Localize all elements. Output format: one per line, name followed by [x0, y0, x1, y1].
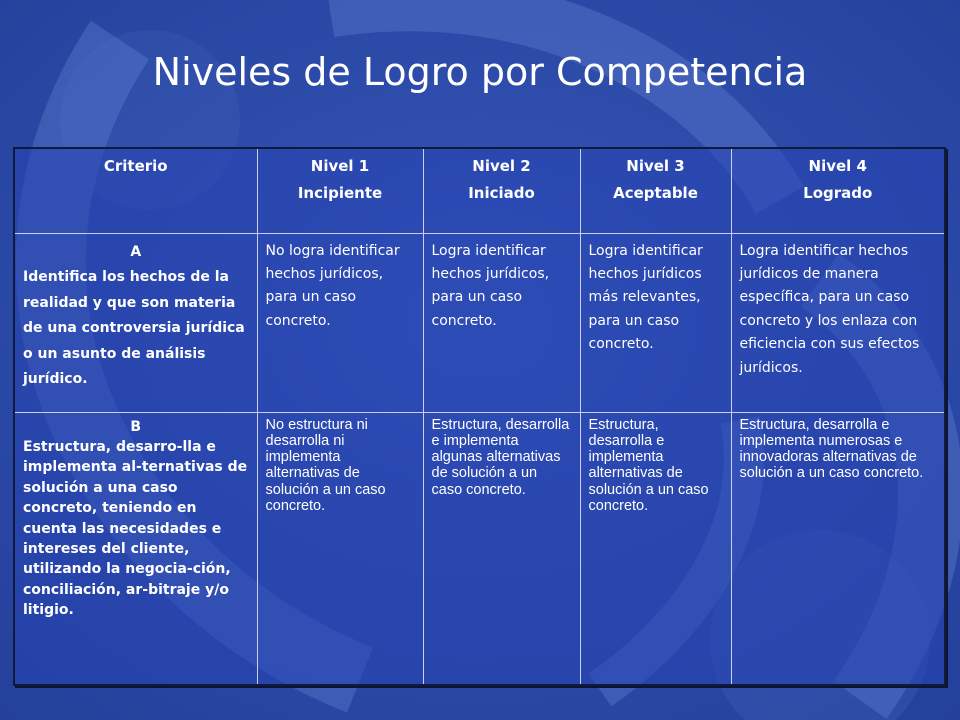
criterion-text: Identifica los hechos de la realidad y que son materia de una controversia jurídica o un asunto de análisis jurídico. [23, 269, 245, 388]
criterion-letter: A [130, 243, 142, 260]
table-row [14, 412, 945, 685]
header-label: Nivel 4 [808, 157, 867, 175]
level-cell: Estructura, desarrolla e implementa numerosas e innovadoras alternativas de solución a un caso concreto. [731, 412, 945, 685]
table-row [14, 233, 945, 412]
criterion-cell [14, 233, 257, 412]
header-label: Criterio [103, 157, 168, 175]
header-sublabel: Incipiente [297, 184, 383, 202]
header-sublabel: Iniciado [468, 184, 535, 202]
level-cell: No logra identificar hechos jurídicos, para un caso concreto. [257, 233, 423, 412]
criterion-text: Estructura, desarro-lla e implementa al-ternativas de solución a una caso concreto, teniendo en cuenta las necesidades e intereses del cliente, utilizando la negocia-ción, conciliación, ar-bitraje y/o litigio. [23, 438, 248, 619]
header-label: Nivel 1 [310, 157, 370, 175]
header-label: Nivel 2 [472, 157, 531, 175]
level-cell: No estructura ni desarrolla ni implementa alternativas de solución a un caso concreto. [257, 412, 423, 685]
header-nivel-3 [580, 148, 731, 233]
header-sublabel: Logrado [803, 184, 873, 202]
header-nivel-4 [731, 148, 945, 233]
level-cell: Estructura, desarrolla e implementa alternativas de solución a un caso concreto. [580, 412, 731, 685]
level-cell: Logra identificar hechos jurídicos, para un caso concreto. [423, 233, 580, 412]
header-criterio [14, 148, 257, 233]
header-label: Nivel 3 [626, 157, 685, 175]
header-sublabel: Aceptable [613, 184, 698, 202]
criterion-cell [14, 412, 257, 685]
level-cell: Estructura, desarrolla e implementa algunas alternativas de solución a un caso concreto. [423, 412, 580, 685]
slide-title: Niveles de Logro por Competencia [152, 50, 808, 94]
header-nivel-1 [257, 148, 423, 233]
header-row [14, 148, 945, 233]
level-cell: Logra identificar hechos jurídicos de manera específica, para un caso concreto y los enlaza con eficiencia con sus efectos jurídicos. [731, 233, 945, 412]
level-cell: Logra identificar hechos jurídicos más relevantes, para un caso concreto. [580, 233, 731, 412]
competency-levels-table [13, 147, 946, 686]
criterion-letter: B [130, 418, 142, 435]
header-nivel-2 [423, 148, 580, 233]
